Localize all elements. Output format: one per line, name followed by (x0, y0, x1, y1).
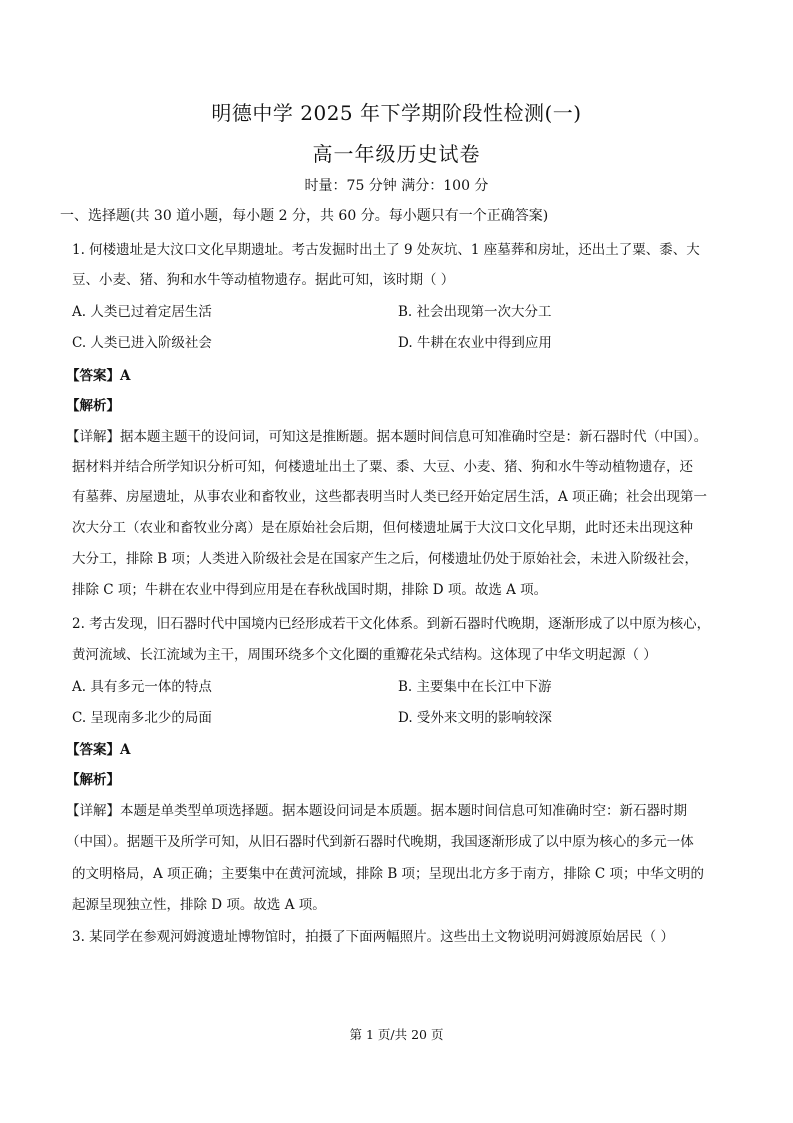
q2-stem-line: 2. 考古发现，旧石器时代中国境内已经形成若干文化体系。到新石器时代晚期，逐渐形成了以中原为核心， (72, 616, 711, 632)
q1-detail-line: 排除 C 项；牛耕在农业中得到应用是在春秋战国时期，排除 D 项。故选 A 项。 (72, 582, 548, 598)
q1-detail-line: 大分工，排除 B 项；人类进入阶级社会是在国家产生之后，何楼遗址仍处于原始社会，未进入阶级社会， (72, 551, 699, 567)
q1-stem-line: 1. 何楼遗址是大汶口文化早期遗址。考古发掘时出土了 9 处灰坑、1 座墓葬和房址，还出土了粟、黍、大 (72, 242, 700, 258)
exam-meta: 时量：75 分钟 满分：100 分 (304, 178, 489, 194)
q2-detail-line: （中国）。据题干及所学可知，从旧石器时代到新石器时代晚期，我国逐渐形成了以中原为核心的多元一体 (66, 834, 694, 850)
q2-stem-line: 黄河流域、长江流域为主干，周围环绕多个文化圈的重瓣花朵式结构。这体现了中华文明起源（ ） (72, 647, 657, 663)
q2-detail-line: 的文明格局，A 项正确；主要集中在黄河流域，排除 B 项；呈现出北方多于南方，排除 C 项；中华文明的 (72, 866, 704, 882)
q1-detail-line: 有墓葬、房屋遗址，从事农业和畜牧业，这些都表明当时人类已经开始定居生活，A 项正确；社会出现第一 (72, 489, 708, 505)
q2-option-a: A. 具有多元一体的特点 (72, 679, 212, 695)
q2-analysis-label: 【解析】 (66, 772, 120, 788)
q1-option-b: B. 社会出现第一次大分工 (398, 304, 552, 320)
q2-option-d: D. 受外来文明的影响较深 (398, 710, 552, 726)
q1-option-a: A. 人类已过着定居生活 (72, 304, 212, 320)
q2-answer: 【答案】A (66, 742, 131, 758)
q2-option-c: C. 呈现南多北少的局面 (72, 710, 212, 726)
exam-title: 明德中学 2025 年下学期阶段性检测(一) (211, 101, 582, 125)
q3-stem-line: 3. 某同学在参观河姆渡遗址博物馆时，拍摄了下面两幅照片。这些出土文物说明河姆渡原始居民（ ） (72, 929, 674, 945)
q2-detail-line: 起源呈现独立性，排除 D 项。故选 A 项。 (72, 897, 326, 913)
q1-answer: 【答案】A (66, 368, 131, 384)
q1-detail-line: 次大分工（农业和畜牧业分离）是在原始社会后期，但何楼遗址属于大汶口文化早期，此时还未出现这种 (72, 520, 693, 536)
q1-analysis-label: 【解析】 (66, 398, 120, 414)
page-footer: 第 1 页/共 20 页 (349, 1027, 444, 1042)
q1-detail-line: 【详解】据本题主题干的设问词，可知这是推断题。据本题时间信息可知准确时空是：新石器时代（中国）。 (66, 429, 708, 445)
q1-stem-line: 豆、小麦、猪、狗和水牛等动植物遗存。据此可知，该时期（ ） (72, 272, 455, 288)
q2-option-b: B. 主要集中在长江中下游 (398, 679, 552, 695)
q1-option-d: D. 牛耕在农业中得到应用 (398, 335, 552, 351)
section-title: 一、选择题(共 30 道小题，每小题 2 分，共 60 分。每小题只有一个正确答案) (60, 208, 549, 224)
q1-detail-line: 据材料并结合所学知识分析可知，何楼遗址出土了粟、黍、大豆、小麦、猪、狗和水牛等动植物遗存，还 (72, 459, 693, 475)
exam-subtitle: 高一年级历史试卷 (312, 142, 481, 166)
q1-option-c: C. 人类已进入阶级社会 (72, 335, 212, 351)
q2-detail-line: 【详解】本题是单类型单项选择题。据本题设问词是本质题。据本题时间信息可知准确时空：新石器时期 (66, 803, 687, 819)
